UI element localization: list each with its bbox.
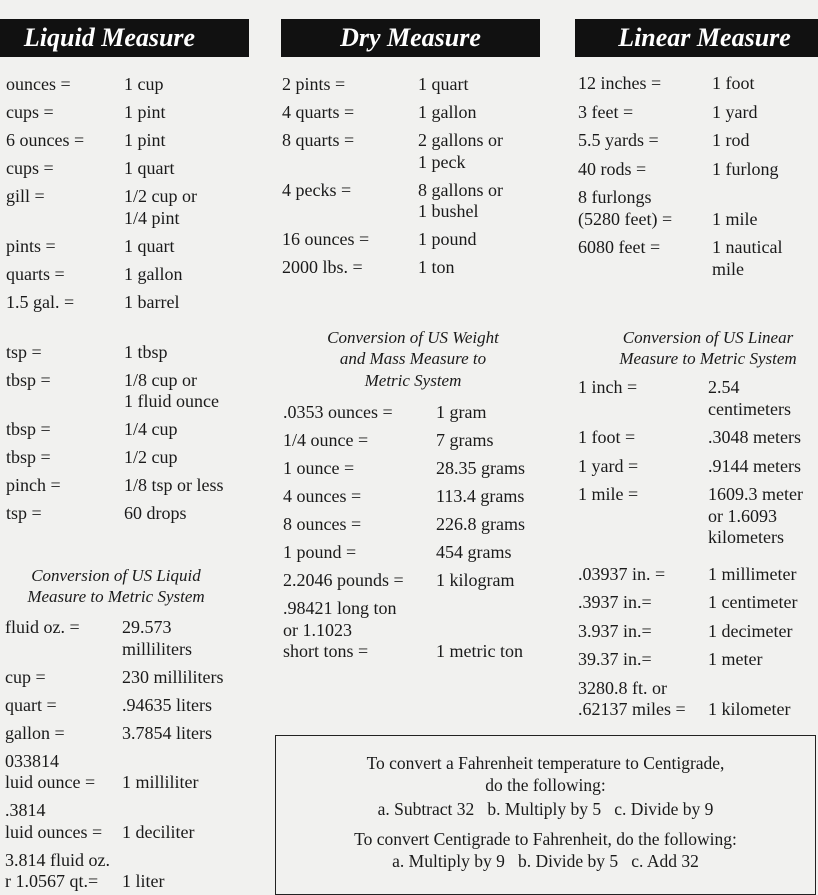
unit-from: cups = (6, 158, 54, 178)
unit-from: .3937 in.= (578, 592, 652, 612)
unit-to: 230 milliliters (122, 666, 224, 687)
unit-to: .94635 liters (122, 694, 212, 715)
weight-metric-title: Conversion of US Weight and Mass Measure to Metric System (327, 328, 499, 390)
unit-from: tbsp = (6, 419, 51, 439)
unit-from: 3280.8 ft. or .62137 miles = (578, 677, 686, 719)
unit-to: 1 furlong (712, 158, 779, 179)
unit-to: 1 pint (124, 102, 166, 122)
unit-to: .9144 meters (708, 455, 801, 476)
unit-from: 2000 lbs. = (282, 257, 363, 277)
unit-to: 1 pint (124, 130, 166, 150)
unit-from: 1.5 gal. = (6, 291, 75, 312)
unit-to: 1 quart (124, 235, 175, 256)
f-to-c-instruction-cont: do the following: (485, 775, 606, 795)
unit-to: 7 grams (436, 430, 494, 450)
liquid-metric-title: Conversion of US Liquid Measure to Metric System (27, 566, 205, 607)
unit-to: 454 grams (436, 542, 512, 562)
unit-from: 1/4 ounce = (283, 430, 369, 450)
unit-to: 1/8 cup or 1 fluid ounce (124, 369, 219, 411)
unit-from: fluid oz. = (5, 617, 80, 637)
unit-to: 1 kilogram (436, 570, 515, 590)
f-to-c-instruction: To convert a Fahrenheit temperature to Centigrade, (366, 753, 725, 773)
unit-to: 1 metric ton (436, 641, 523, 661)
unit-to: 1 rod (712, 130, 750, 150)
unit-from: cup = (5, 666, 46, 687)
linear-metric-title: Conversion of US Linear Measure to Metric System (619, 328, 797, 369)
liquid-measure-header: Liquid Measure (0, 19, 249, 57)
unit-to: 1 gram (436, 402, 487, 422)
unit-to: 1/2 cup or 1/4 pint (124, 186, 197, 228)
unit-to: 1 gallon (124, 263, 183, 284)
unit-to: 1/4 cup (124, 419, 178, 439)
unit-to: 1 yard (712, 101, 758, 122)
unit-to: 226.8 grams (436, 514, 525, 534)
unit-from: gill = (6, 186, 45, 206)
unit-to: 1 nautical mile (712, 237, 783, 279)
unit-to: 28.35 grams (436, 458, 525, 478)
unit-from: 1 pound = (283, 542, 357, 562)
unit-from: .0353 ounces = (283, 402, 393, 422)
unit-to: 1 ton (418, 257, 455, 277)
unit-from: quart = (5, 694, 57, 715)
unit-from: 3 feet = (578, 101, 634, 122)
unit-to: 2 gallons or 1 peck (418, 130, 503, 172)
unit-from: 1 ounce = (283, 458, 355, 478)
unit-to: 113.4 grams (436, 486, 525, 506)
unit-from: 39.37 in.= (578, 649, 652, 669)
unit-from: 16 ounces = (282, 229, 370, 249)
unit-from: 1 foot = (578, 427, 636, 447)
unit-to: 1 quart (418, 74, 469, 94)
unit-from: 1 mile = (578, 484, 639, 504)
unit-to: 1 milliliter (122, 772, 199, 792)
unit-to: 1 kilometer (708, 699, 791, 719)
unit-from: tsp = (6, 341, 42, 362)
unit-to: 1 tbsp (124, 341, 168, 362)
unit-to: 1 foot (712, 73, 755, 93)
unit-from: 2 pints = (282, 74, 346, 94)
unit-to: 1/2 cup (124, 447, 178, 467)
unit-to: 3.7854 liters (122, 722, 212, 743)
unit-from: 2.2046 pounds = (283, 570, 404, 590)
unit-to: 1 meter (708, 649, 763, 669)
unit-from: 12 inches = (578, 73, 662, 93)
unit-to: 1 millimeter (708, 563, 797, 584)
unit-from: tbsp = (6, 369, 51, 390)
unit-from: 4 quarts = (282, 102, 355, 122)
unit-from: 6 ounces = (6, 130, 85, 150)
unit-to: 1/8 tsp or less (124, 475, 224, 495)
dry-measure-header: Dry Measure (281, 19, 540, 57)
unit-to: .3048 meters (708, 427, 801, 447)
c-to-f-steps: a. Multiply by 9 b. Divide by 5 c. Add 32 (392, 851, 699, 871)
temperature-conversion-box (275, 735, 816, 895)
unit-from: 4 ounces = (283, 486, 362, 506)
unit-to: 1 barrel (124, 291, 180, 312)
unit-to: 1 quart (124, 158, 175, 178)
unit-to: 2.54 centimeters (708, 377, 791, 419)
unit-to: 1 deciliter (122, 821, 195, 842)
unit-from: 4 pecks = (282, 179, 352, 200)
unit-to: 1 liter (122, 871, 165, 891)
unit-from: 1 yard = (578, 455, 639, 476)
linear-measure-header: Linear Measure (575, 19, 818, 57)
unit-from: 40 rods = (578, 158, 647, 179)
unit-from: 8 quarts = (282, 130, 355, 150)
unit-from: tbsp = (6, 447, 51, 467)
unit-from: pints = (6, 235, 56, 256)
unit-from: tsp = (6, 503, 42, 523)
unit-to: 1 pound (418, 229, 477, 249)
f-to-c-steps: a. Subtract 32 b. Multiply by 5 c. Divide by 9 (377, 799, 714, 819)
unit-from: .03937 in. = (578, 563, 666, 584)
unit-from: 033814 luid ounce = (5, 750, 96, 792)
unit-from: gallon = (5, 722, 65, 743)
unit-from: .3814 luid ounces = (5, 800, 103, 842)
unit-from: 3.814 fluid oz. r 1.0567 qt.= (5, 849, 110, 891)
unit-from: cups = (6, 102, 54, 122)
unit-to: 29.573 milliliters (122, 617, 192, 659)
unit-to: 60 drops (124, 503, 187, 523)
unit-to: 1 cup (124, 74, 164, 94)
unit-to: 1 decimeter (708, 620, 793, 641)
unit-from: ounces = (6, 74, 71, 94)
unit-from: 5.5 yards = (578, 130, 659, 150)
unit-from: .98421 long ton or 1.1023 short tons = (283, 598, 397, 661)
unit-to: 1 centimeter (708, 592, 798, 612)
unit-from: 3.937 in.= (578, 620, 652, 641)
unit-from: 6080 feet = (578, 237, 661, 257)
unit-from: pinch = (6, 475, 61, 495)
unit-to: 1609.3 meter or 1.6093 kilometers (708, 484, 803, 547)
unit-from: 8 furlongs (5280 feet) = (578, 187, 673, 229)
unit-from: 1 inch = (578, 377, 638, 397)
unit-from: quarts = (6, 263, 65, 284)
c-to-f-instruction: To convert Centigrade to Fahrenheit, do the following: (354, 829, 737, 849)
unit-from: 8 ounces = (283, 514, 362, 534)
unit-to: 8 gallons or 1 bushel (418, 179, 503, 221)
unit-to: 1 gallon (418, 102, 477, 122)
unit-to: 1 mile (712, 208, 758, 229)
